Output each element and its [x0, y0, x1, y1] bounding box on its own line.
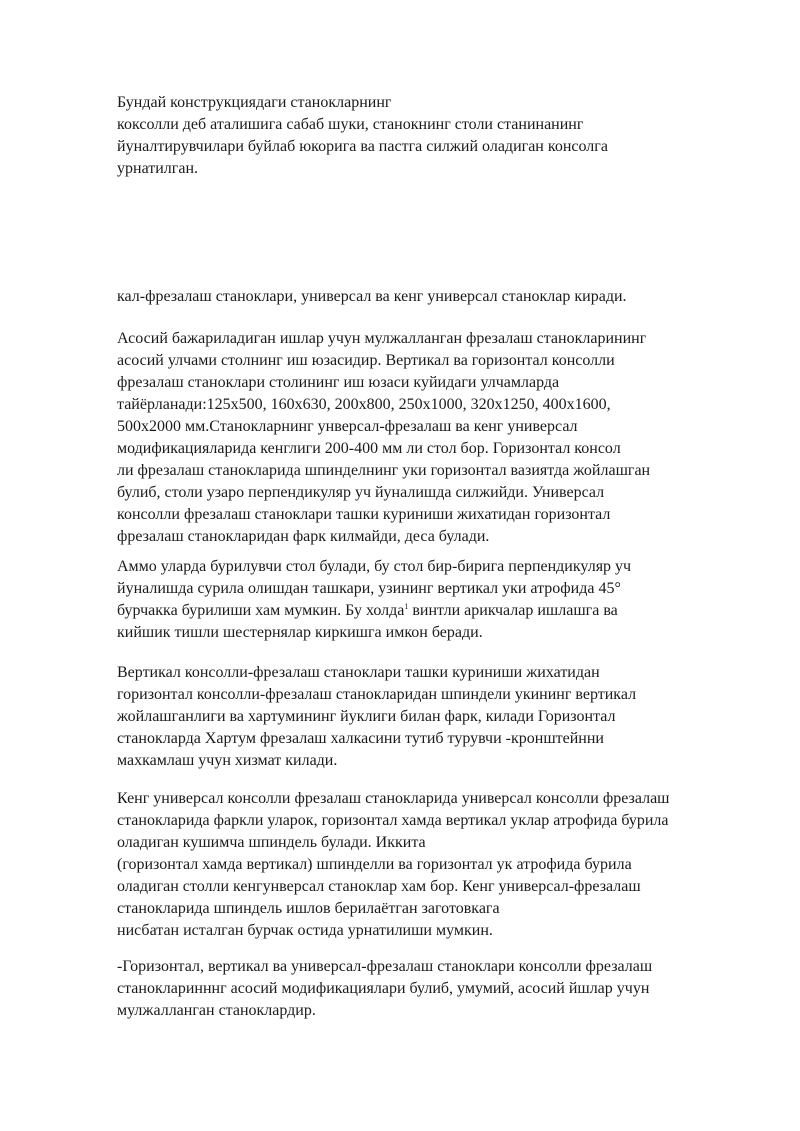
paragraph-rotary-table — [117, 556, 757, 644]
text-segment: бурчакка бурилиши хам мумкин. Бу холда — [117, 602, 405, 619]
text-line: кал-фрезалаш станоклари, универсал ва кенг универсал станоклар киради. — [117, 288, 627, 305]
text-line: консолли фрезалаш станоклари ташки куриниши жихатидан горизонтал — [117, 506, 611, 523]
text-line: станокларида фаркли уларок, горизонтал хамда вертикал уклар атрофида бурила — [117, 812, 669, 829]
text-line: жойлашганлиги ва хартумининг йуклиги билан фарк, килади Горизонтал — [117, 708, 616, 725]
text-line: тайёрланади:125х500, 160х630, 200х800, 250х1000, 320х1250, 400х1600, — [117, 396, 611, 413]
text-line: Аммо уларда бурилувчи стол булади, бу стол бир-бирига перпендикуляр уч — [117, 558, 632, 575]
text-line: горизонтал консолли-фрезалаш станокларидан шпиндели укининг вертикал — [117, 686, 637, 703]
text-line: махкамлаш учун хизмат килади. — [117, 752, 338, 769]
text-line: станокларида шпиндель ишлов берилаётган заготовкага — [117, 900, 500, 917]
text-line: оладиган столли кенгунверсал станоклар хам бор. Кенг универсал-фрезалаш — [117, 878, 641, 895]
paragraph-vertical-machines — [117, 662, 757, 772]
text-line: Вертикал консолли-фрезалаш станоклари ташки куриниши жихатидан — [117, 664, 600, 681]
text-line: асосий улчами столнинг иш юзасидир. Вертикал ва горизонтал консолли — [117, 352, 615, 369]
paragraph-table-dimensions — [117, 328, 757, 548]
paragraph-wide-universal — [117, 788, 757, 942]
text-line: йуналишда сурила олишдан ташкари, узининг вертикал уки атрофида 45° — [117, 580, 621, 597]
text-line: (горизонтал хамда вертикал) шпинделли ва горизонтал ук атрофида бурила — [117, 856, 632, 873]
text-line: нисбатан исталган бурчак остида урнатилиши мумкин. — [117, 922, 493, 939]
text-line: коксолли деб аталишига сабаб шуки, станокнинг столи станинанинг — [117, 116, 584, 133]
text-line: ли фрезалаш станокларида шпинделнинг уки горизонтал вазиятда жойлашган — [117, 462, 651, 479]
text-line: йуналтирувчилари буйлаб юкорига ва пастга силжий оладиган консолга — [117, 138, 608, 155]
paragraph-summary — [117, 956, 757, 1022]
paragraph-machine-types — [117, 286, 757, 308]
footnote-marker: 1 — [404, 602, 409, 611]
text-line: урнатилган. — [117, 160, 199, 177]
text-line: Кенг универсал консолли фрезалаш станокларида универсал консолли фрезалаш — [117, 790, 670, 807]
text-line: булиб, столи узаро перпендикуляр уч йуналишда силжийди. Универсал — [117, 484, 605, 501]
text-line: оладиган кушимча шпиндель булади. Иккита — [117, 834, 426, 851]
text-line: станокларинннг асосий модификациялари булиб, умумий, асосий йшлар учун — [117, 980, 650, 997]
intro-paragraph — [117, 92, 757, 180]
text-line: Бундай конструкциядаги станокларнинг — [117, 94, 392, 111]
text-line: кийшик тишли шестернялар киркишга имкон беради. — [117, 624, 483, 641]
text-line: станокларда Хартум фрезалаш халкасини тутиб турувчи -кронштейнни — [117, 730, 604, 747]
text-line — [117, 600, 757, 622]
text-segment: винтли арикчалар ишлашга ва — [408, 602, 618, 619]
text-line: мулжалланган станоклардир. — [117, 1002, 316, 1019]
text-line: фрезалаш станокларидан фарк килмайди, деса булади. — [117, 528, 490, 545]
text-line: 500х2000 мм.Станокларнинг унверсал-фрезалаш ва кенг универсал — [117, 418, 578, 435]
text-line: фрезалаш станоклари столининг иш юзаси куйидаги улчамларда — [117, 374, 560, 391]
text-line: Асосий бажариладиган ишлар учун мулжалланган фрезалаш станокларининг — [117, 330, 647, 347]
text-line: модификацияларида кенглиги 200-400 мм ли стол бор. Горизонтал консол — [117, 440, 621, 457]
text-line: -Горизонтал, вертикал ва универсал-фрезалаш станоклари консолли фрезалаш — [117, 958, 653, 975]
